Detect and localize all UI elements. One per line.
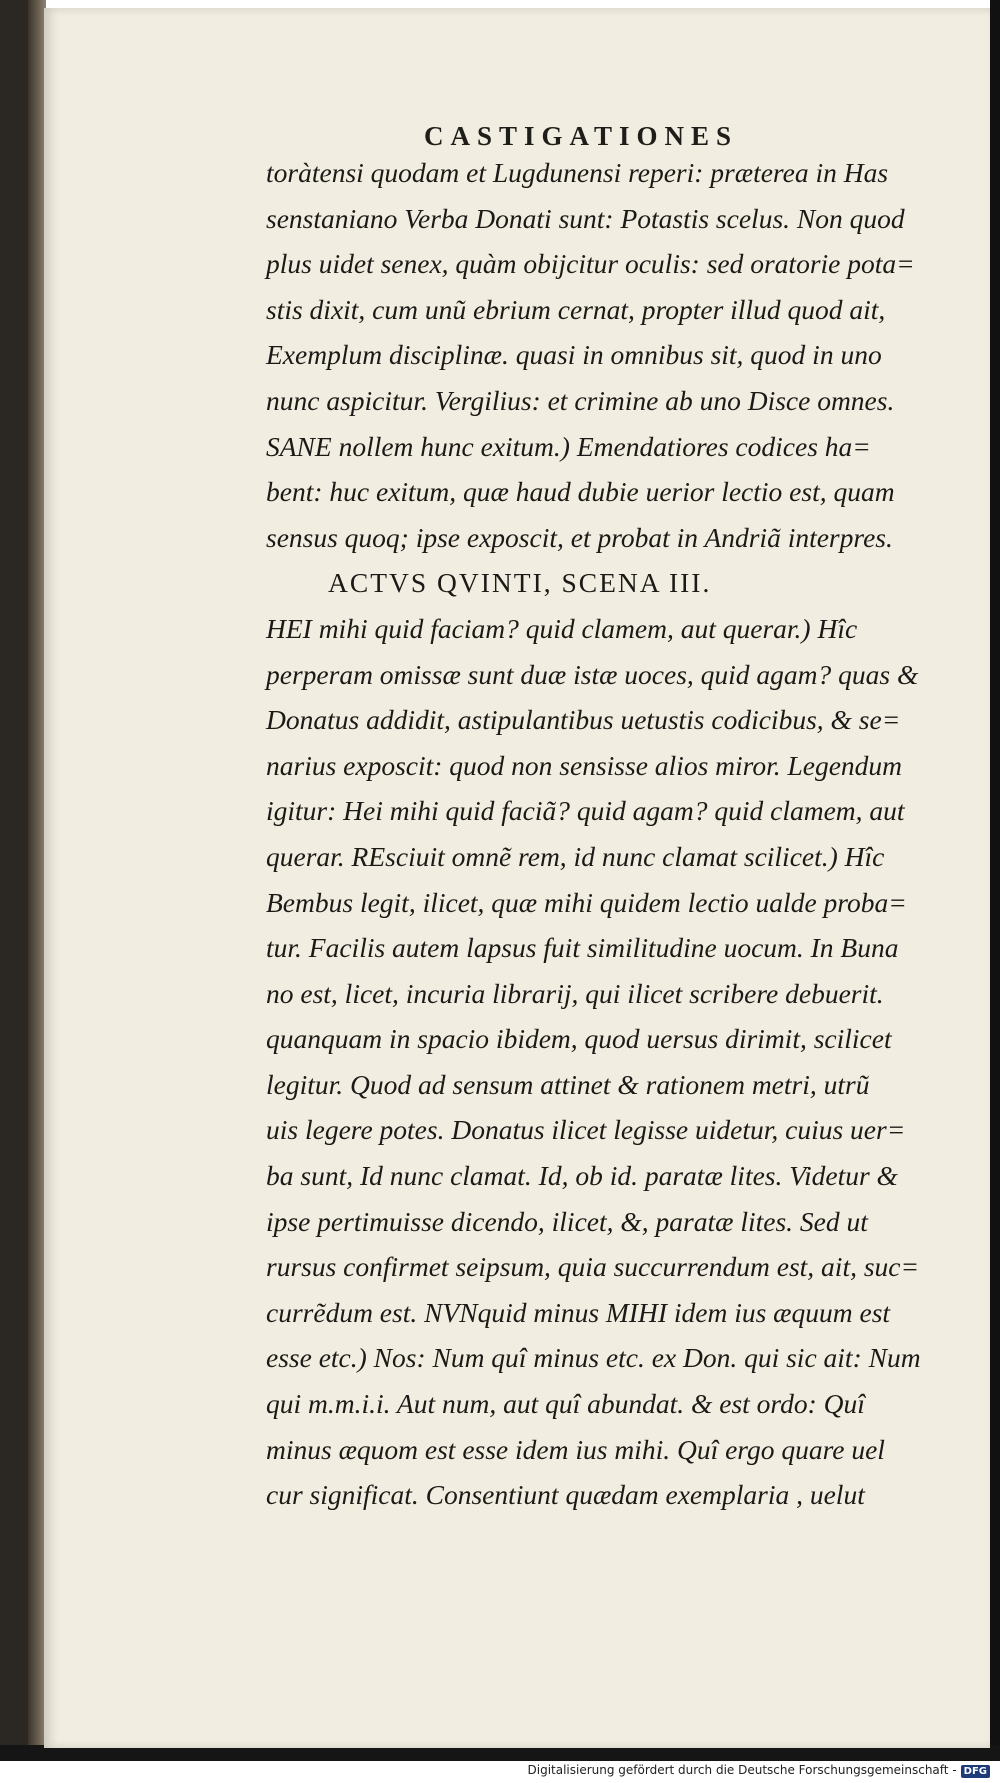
text-line: minus æquom est esse idem ius mihi. Quî ergo quare uel xyxy=(266,1433,885,1465)
text-line: igitur: Hei mihi quid faciã? quid agam? quid clamem, aut xyxy=(266,795,905,827)
text-line: Bembus legit, ilicet, quæ mihi quidem lectio ualde proba= xyxy=(266,886,907,918)
text-line: sensus quoq; ipse exposcit, et probat in Andriã interpres. xyxy=(266,521,893,553)
text-line: plus uidet senex, quàm obijcitur oculis: sed oratorie pota= xyxy=(266,248,915,280)
text-line: no est, licet, incuria librarij, qui ilicet scribere debuerit. xyxy=(266,977,884,1009)
text-line: perperam omissæ sunt duæ istæ uoces, quid agam? quas & xyxy=(266,658,919,690)
act-scene-heading: ACTVS QVINTI, SCENA III. xyxy=(328,567,712,599)
digitization-credit xyxy=(528,1763,991,1778)
text-line: stis dixit, cum unũ ebrium cernat, propter illud quod ait, xyxy=(266,293,886,325)
text-line: tur. Facilis autem lapsus fuit similitudine uocum. In Buna xyxy=(266,932,899,964)
text-line: querar. REsciuit omnẽ rem, id nunc clamat scilicet.) Hîc xyxy=(266,840,885,872)
text-line: quanquam in spacio ibidem, quod uersus dirimit, scilicet xyxy=(266,1023,892,1055)
text-line: currẽdum est. NVNquid minus MIHI idem ius æquum est xyxy=(266,1296,891,1328)
text-line: cur significat. Consentiunt quædam exemplaria , uelut xyxy=(266,1479,865,1511)
dfg-logo: DFG xyxy=(961,1765,990,1778)
text-line: Exemplum disciplinæ. quasi in omnibus sit, quod in uno xyxy=(266,339,882,371)
text-line: ipse pertimuisse dicendo, ilicet, &, paratæ lites. Sed ut xyxy=(266,1205,868,1237)
text-line: rursus confirmet seipsum, quia succurrendum est, ait, suc= xyxy=(266,1251,920,1283)
credit-text: Digitalisierung gefördert durch die Deutsche Forschungsgemeinschaft - xyxy=(527,1763,957,1777)
text-line: SANE nollem hunc exitum.) Emendatiores codices ha= xyxy=(266,430,871,462)
text-line: legitur. Quod ad sensum attinet & rationem metri, utrũ xyxy=(266,1068,870,1100)
text-line: Donatus addidit, astipulantibus uetustis codicibus, & se= xyxy=(266,704,901,736)
text-line: HEI mihi quid faciam? quid clamem, aut querar.) Hîc xyxy=(266,612,858,644)
text-line: toràtensi quodam et Lugdunensi reperi: præterea in Has xyxy=(266,157,889,188)
scan-border-right xyxy=(990,0,1000,1760)
text-line: bent: huc exitum, quæ haud dubie uerior lectio est, quam xyxy=(266,476,895,508)
text-line: senstaniano Verba Donati sunt: Potastis scelus. Non quod xyxy=(266,202,905,234)
text-line: nunc aspicitur. Vergilius: et crimine ab uno Disce omnes. xyxy=(266,384,895,416)
text-line: ba sunt, Id nunc clamat. Id, ob id. paratæ lites. Videtur & xyxy=(266,1160,898,1192)
text-line: narius exposcit: quod non sensisse alios miror. Legendum xyxy=(266,749,903,781)
text-line: uis legere potes. Donatus ilicet legisse uidetur, cuius uer= xyxy=(266,1114,906,1146)
running-head: CASTIGATIONES xyxy=(424,121,739,151)
body-text xyxy=(266,150,978,1518)
text-line: qui m.m.i.i. Aut num, aut quî abundat. & est ordo: Quî xyxy=(266,1388,865,1420)
text-line: esse etc.) Nos: Num quî minus etc. ex Don. qui sic ait: Num xyxy=(266,1342,921,1374)
